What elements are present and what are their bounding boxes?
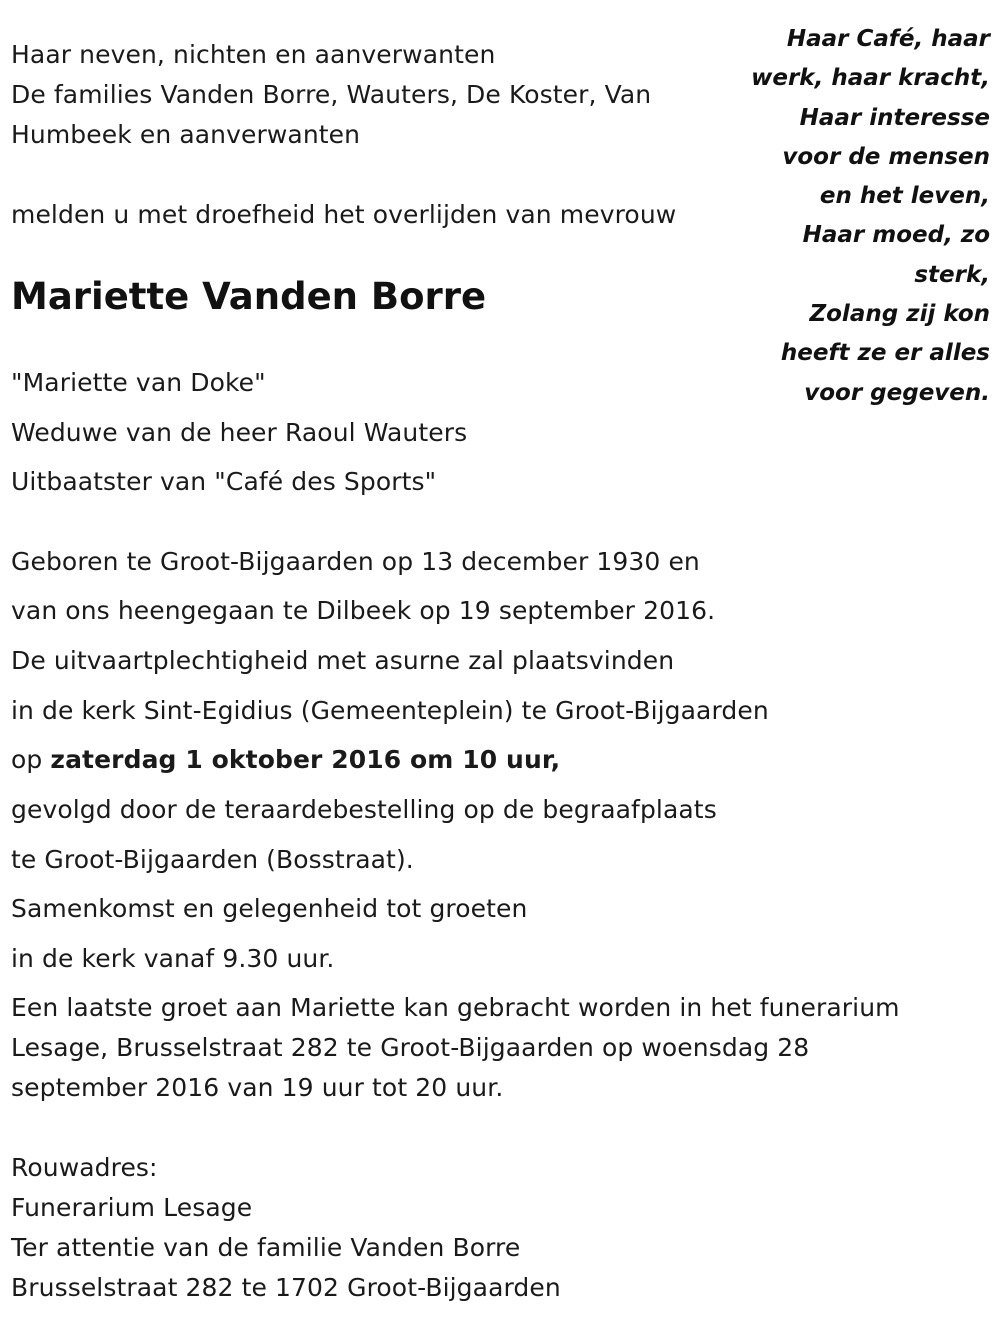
quote-line: heeft ze er alles bbox=[780, 340, 990, 367]
announcers-line-1: Haar neven, nichten en aanverwanten bbox=[11, 40, 496, 69]
burial-line-2: te Groot-Bijgaarden (Bosstraat). bbox=[11, 845, 414, 874]
quote-line: Haar moed, zo bbox=[802, 222, 990, 249]
nickname: "Mariette van Doke" bbox=[11, 368, 266, 397]
born-line: Geboren te Groot-Bijgaarden op 13 december 1930 en bbox=[11, 547, 700, 576]
widow-line: Weduwe van de heer Raoul Wauters bbox=[11, 418, 468, 447]
funeral-line-1: De uitvaartplechtigheid met asurne zal plaatsvinden bbox=[11, 646, 675, 675]
gathering-line-2: in de kerk vanaf 9.30 uur. bbox=[11, 944, 335, 973]
quote-line: voor gegeven. bbox=[804, 379, 990, 406]
quote-line: Zolang zij kon bbox=[809, 301, 990, 328]
quote-line: werk, haar kracht, bbox=[751, 65, 990, 92]
funeral-line-2: in de kerk Sint-Egidius (Gemeenteplein) te Groot-Bijgaarden bbox=[11, 696, 769, 725]
announcement-text: melden u met droefheid het overlijden van mevrouw bbox=[11, 200, 677, 229]
last-greeting-line-1: Een laatste groet aan Mariette kan gebracht worden in het funerarium bbox=[11, 993, 900, 1022]
announcers-line-3: Humbeek en aanverwanten bbox=[11, 120, 361, 149]
last-greeting-line-3: september 2016 van 19 uur tot 20 uur. bbox=[11, 1073, 504, 1102]
memorial-quote bbox=[740, 20, 990, 413]
quote-line: Haar Café, haar bbox=[786, 26, 990, 52]
last-greeting-line-2: Lesage, Brusselstraat 282 te Groot-Bijgaarden op woensdag 28 bbox=[11, 1033, 810, 1062]
address-line-3: Brusselstraat 282 te 1702 Groot-Bijgaarden bbox=[11, 1273, 561, 1302]
funeral-date: zaterdag 1 oktober 2016 om 10 uur, bbox=[50, 745, 561, 774]
quote-line: voor de mensen bbox=[782, 143, 990, 170]
quote-line: sterk, bbox=[914, 261, 990, 288]
gathering-line-1: Samenkomst en gelegenheid tot groeten bbox=[11, 894, 528, 923]
quote-line: Haar interesse bbox=[799, 104, 990, 131]
address-line-1: Funerarium Lesage bbox=[11, 1193, 253, 1222]
occupation-line: Uitbaatster van "Café des Sports" bbox=[11, 467, 437, 496]
address-label: Rouwadres: bbox=[11, 1153, 158, 1182]
quote-line: en het leven, bbox=[819, 183, 990, 210]
died-line: van ons heengegaan te Dilbeek op 19 september 2016. bbox=[11, 596, 716, 625]
address-line-2: Ter attentie van de familie Vanden Borre bbox=[11, 1233, 521, 1262]
announcers-line-2: De families Vanden Borre, Wauters, De Koster, Van bbox=[11, 80, 652, 109]
deceased-name: Mariette Vanden Borre bbox=[11, 275, 487, 318]
funeral-date-line bbox=[11, 740, 560, 780]
burial-line-1: gevolgd door de teraardebestelling op de begraafplaats bbox=[11, 795, 717, 824]
date-prefix: op bbox=[11, 745, 51, 774]
